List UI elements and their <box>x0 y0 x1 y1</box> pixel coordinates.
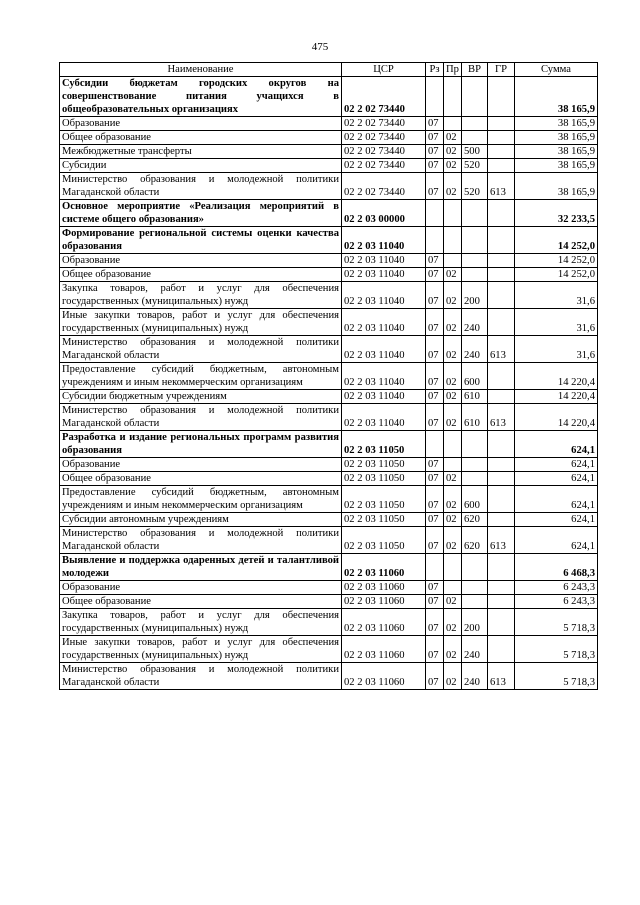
table-row <box>60 131 598 145</box>
table-row <box>60 554 598 581</box>
cell-pr: 02 <box>444 595 462 609</box>
cell-rz: 07 <box>426 513 444 527</box>
cell-vr <box>462 131 488 145</box>
table-row <box>60 486 598 513</box>
cell-vr: 520 <box>462 159 488 173</box>
cell-csr: 02 2 03 11040 <box>342 336 426 363</box>
cell-name: Министерство образования и молодежной политики Магаданской области <box>60 527 342 554</box>
cell-vr <box>462 254 488 268</box>
cell-name: Субсидии бюджетным учреждениям <box>60 390 342 404</box>
cell-rz: 07 <box>426 663 444 690</box>
cell-gr <box>488 131 515 145</box>
cell-gr <box>488 309 515 336</box>
cell-pr: 02 <box>444 336 462 363</box>
cell-name: Министерство образования и молодежной политики Магаданской области <box>60 404 342 431</box>
cell-pr: 02 <box>444 363 462 390</box>
cell-pr: 02 <box>444 527 462 554</box>
table-row <box>60 173 598 200</box>
table-row <box>60 472 598 486</box>
cell-pr: 02 <box>444 131 462 145</box>
table-header-row <box>60 63 598 77</box>
cell-gr <box>488 595 515 609</box>
cell-gr <box>488 636 515 663</box>
cell-pr: 02 <box>444 663 462 690</box>
cell-csr: 02 2 03 11050 <box>342 527 426 554</box>
cell-sum: 38 165,9 <box>515 173 598 200</box>
cell-sum: 32 233,5 <box>515 200 598 227</box>
cell-name: Общее образование <box>60 595 342 609</box>
cell-pr: 02 <box>444 173 462 200</box>
cell-sum: 14 220,4 <box>515 404 598 431</box>
cell-name: Закупка товаров, работ и услуг для обеспечения государственных (муниципальных) нужд <box>60 282 342 309</box>
table-row <box>60 200 598 227</box>
cell-vr: 200 <box>462 282 488 309</box>
cell-gr <box>488 159 515 173</box>
cell-gr <box>488 609 515 636</box>
table-row <box>60 390 598 404</box>
cell-sum: 5 718,3 <box>515 663 598 690</box>
table-row <box>60 581 598 595</box>
cell-gr <box>488 268 515 282</box>
table-row <box>60 363 598 390</box>
cell-csr: 02 2 02 73440 <box>342 117 426 131</box>
cell-name: Министерство образования и молодежной политики Магаданской области <box>60 173 342 200</box>
cell-pr: 02 <box>444 268 462 282</box>
cell-vr: 520 <box>462 173 488 200</box>
cell-gr <box>488 363 515 390</box>
cell-name: Министерство образования и молодежной политики Магаданской области <box>60 336 342 363</box>
cell-name: Субсидии бюджетам городских округов на совершенствование питания учащихся в общеобразовательных организациях <box>60 77 342 117</box>
cell-rz: 07 <box>426 458 444 472</box>
cell-csr: 02 2 03 11040 <box>342 254 426 268</box>
cell-sum: 31,6 <box>515 336 598 363</box>
cell-csr: 02 2 02 73440 <box>342 131 426 145</box>
table-row <box>60 636 598 663</box>
cell-vr: 240 <box>462 336 488 363</box>
cell-vr: 500 <box>462 145 488 159</box>
cell-rz: 07 <box>426 282 444 309</box>
cell-vr <box>462 472 488 486</box>
table-row <box>60 513 598 527</box>
table-row <box>60 595 598 609</box>
cell-gr <box>488 486 515 513</box>
cell-pr <box>444 431 462 458</box>
cell-name: Иные закупки товаров, работ и услуг для обеспечения государственных (муниципальных) нужд <box>60 636 342 663</box>
cell-sum: 6 468,3 <box>515 554 598 581</box>
cell-gr: 613 <box>488 173 515 200</box>
header-vr: ВР <box>462 63 488 77</box>
cell-rz: 07 <box>426 254 444 268</box>
table-row <box>60 309 598 336</box>
table-row <box>60 254 598 268</box>
cell-vr: 200 <box>462 609 488 636</box>
cell-vr <box>462 431 488 458</box>
cell-rz: 07 <box>426 609 444 636</box>
cell-sum: 14 252,0 <box>515 254 598 268</box>
cell-name: Общее образование <box>60 472 342 486</box>
cell-rz: 07 <box>426 363 444 390</box>
cell-vr: 240 <box>462 636 488 663</box>
cell-rz: 07 <box>426 595 444 609</box>
cell-rz: 07 <box>426 117 444 131</box>
table-row <box>60 527 598 554</box>
cell-sum: 38 165,9 <box>515 159 598 173</box>
header-pr: Пр <box>444 63 462 77</box>
cell-vr <box>462 117 488 131</box>
table-row <box>60 77 598 117</box>
cell-sum: 624,1 <box>515 527 598 554</box>
cell-name: Межбюджетные трансферты <box>60 145 342 159</box>
cell-sum: 624,1 <box>515 472 598 486</box>
cell-pr: 02 <box>444 159 462 173</box>
cell-csr: 02 2 02 73440 <box>342 145 426 159</box>
cell-rz <box>426 77 444 117</box>
table-row <box>60 282 598 309</box>
cell-vr: 240 <box>462 309 488 336</box>
cell-gr <box>488 458 515 472</box>
cell-csr: 02 2 03 11050 <box>342 431 426 458</box>
cell-vr: 600 <box>462 363 488 390</box>
table-row <box>60 663 598 690</box>
cell-pr: 02 <box>444 513 462 527</box>
cell-sum: 31,6 <box>515 309 598 336</box>
table-row <box>60 159 598 173</box>
budget-table <box>59 62 598 690</box>
table-row <box>60 458 598 472</box>
cell-sum: 624,1 <box>515 513 598 527</box>
cell-sum: 38 165,9 <box>515 117 598 131</box>
cell-csr: 02 2 03 11060 <box>342 609 426 636</box>
table-row <box>60 609 598 636</box>
cell-name: Предоставление субсидий бюджетным, автономным учреждениям и иным некоммерческим организациям <box>60 486 342 513</box>
cell-gr <box>488 227 515 254</box>
cell-pr: 02 <box>444 309 462 336</box>
header-csr: ЦСР <box>342 63 426 77</box>
cell-name: Общее образование <box>60 131 342 145</box>
cell-sum: 14 220,4 <box>515 363 598 390</box>
cell-rz: 07 <box>426 390 444 404</box>
table-row <box>60 268 598 282</box>
cell-rz: 07 <box>426 486 444 513</box>
cell-csr: 02 2 03 00000 <box>342 200 426 227</box>
cell-pr: 02 <box>444 609 462 636</box>
cell-name: Образование <box>60 581 342 595</box>
cell-name: Образование <box>60 254 342 268</box>
cell-pr <box>444 458 462 472</box>
cell-gr <box>488 390 515 404</box>
cell-csr: 02 2 02 73440 <box>342 77 426 117</box>
cell-name: Субсидии <box>60 159 342 173</box>
cell-csr: 02 2 03 11050 <box>342 486 426 513</box>
cell-pr: 02 <box>444 486 462 513</box>
cell-name: Основное мероприятие «Реализация мероприятий в системе общего образования» <box>60 200 342 227</box>
cell-sum: 624,1 <box>515 458 598 472</box>
cell-gr: 613 <box>488 336 515 363</box>
cell-pr: 02 <box>444 282 462 309</box>
cell-csr: 02 2 03 11060 <box>342 595 426 609</box>
cell-vr <box>462 554 488 581</box>
cell-pr <box>444 77 462 117</box>
cell-rz: 07 <box>426 581 444 595</box>
cell-sum: 14 220,4 <box>515 390 598 404</box>
cell-gr <box>488 282 515 309</box>
cell-vr: 240 <box>462 663 488 690</box>
cell-rz: 07 <box>426 309 444 336</box>
cell-name: Разработка и издание региональных программ развития образования <box>60 431 342 458</box>
cell-gr <box>488 200 515 227</box>
cell-csr: 02 2 03 11060 <box>342 636 426 663</box>
header-rz: Рз <box>426 63 444 77</box>
cell-name: Закупка товаров, работ и услуг для обеспечения государственных (муниципальных) нужд <box>60 609 342 636</box>
cell-csr: 02 2 03 11040 <box>342 390 426 404</box>
cell-sum: 5 718,3 <box>515 636 598 663</box>
cell-gr <box>488 431 515 458</box>
cell-csr: 02 2 03 11050 <box>342 513 426 527</box>
cell-rz <box>426 227 444 254</box>
cell-pr <box>444 581 462 595</box>
cell-sum: 14 252,0 <box>515 268 598 282</box>
cell-vr: 620 <box>462 527 488 554</box>
cell-rz: 07 <box>426 527 444 554</box>
cell-csr: 02 2 03 11040 <box>342 404 426 431</box>
cell-name: Выявление и поддержка одаренных детей и талантливой молодежи <box>60 554 342 581</box>
cell-name: Формирование региональной системы оценки качества образования <box>60 227 342 254</box>
cell-gr <box>488 254 515 268</box>
cell-rz <box>426 431 444 458</box>
cell-name: Предоставление субсидий бюджетным, автономным учреждениям и иным некоммерческим организациям <box>60 363 342 390</box>
cell-csr: 02 2 03 11050 <box>342 458 426 472</box>
cell-vr <box>462 458 488 472</box>
cell-name: Министерство образования и молодежной политики Магаданской области <box>60 663 342 690</box>
cell-rz: 07 <box>426 173 444 200</box>
cell-rz <box>426 200 444 227</box>
cell-csr: 02 2 03 11040 <box>342 227 426 254</box>
cell-gr <box>488 145 515 159</box>
cell-vr <box>462 595 488 609</box>
cell-pr: 02 <box>444 472 462 486</box>
cell-csr: 02 2 03 11060 <box>342 554 426 581</box>
cell-sum: 38 165,9 <box>515 131 598 145</box>
cell-sum: 624,1 <box>515 431 598 458</box>
cell-gr <box>488 117 515 131</box>
table-row <box>60 404 598 431</box>
cell-rz: 07 <box>426 159 444 173</box>
cell-name: Образование <box>60 458 342 472</box>
cell-gr <box>488 472 515 486</box>
cell-pr: 02 <box>444 145 462 159</box>
cell-gr <box>488 513 515 527</box>
cell-vr: 610 <box>462 404 488 431</box>
table-row <box>60 336 598 363</box>
cell-csr: 02 2 03 11040 <box>342 309 426 336</box>
cell-name: Иные закупки товаров, работ и услуг для обеспечения государственных (муниципальных) нужд <box>60 309 342 336</box>
cell-pr <box>444 227 462 254</box>
cell-vr <box>462 581 488 595</box>
cell-pr <box>444 254 462 268</box>
cell-sum: 5 718,3 <box>515 609 598 636</box>
cell-csr: 02 2 03 11040 <box>342 282 426 309</box>
cell-gr: 613 <box>488 527 515 554</box>
cell-rz: 07 <box>426 268 444 282</box>
cell-vr: 600 <box>462 486 488 513</box>
cell-csr: 02 2 02 73440 <box>342 159 426 173</box>
cell-csr: 02 2 02 73440 <box>342 173 426 200</box>
cell-gr: 613 <box>488 663 515 690</box>
table-body <box>60 77 598 690</box>
cell-csr: 02 2 03 11060 <box>342 581 426 595</box>
table-row <box>60 145 598 159</box>
cell-sum: 6 243,3 <box>515 581 598 595</box>
table-row <box>60 117 598 131</box>
cell-rz: 07 <box>426 336 444 363</box>
header-sum: Сумма <box>515 63 598 77</box>
cell-csr: 02 2 03 11060 <box>342 663 426 690</box>
cell-name: Субсидии автономным учреждениям <box>60 513 342 527</box>
cell-rz: 07 <box>426 636 444 663</box>
cell-sum: 14 252,0 <box>515 227 598 254</box>
cell-name: Общее образование <box>60 268 342 282</box>
cell-gr: 613 <box>488 404 515 431</box>
cell-sum: 624,1 <box>515 486 598 513</box>
cell-name: Образование <box>60 117 342 131</box>
cell-pr: 02 <box>444 636 462 663</box>
cell-rz: 07 <box>426 145 444 159</box>
cell-gr <box>488 554 515 581</box>
cell-csr: 02 2 03 11050 <box>342 472 426 486</box>
cell-sum: 38 165,9 <box>515 145 598 159</box>
cell-vr: 620 <box>462 513 488 527</box>
cell-csr: 02 2 03 11040 <box>342 268 426 282</box>
cell-sum: 38 165,9 <box>515 77 598 117</box>
cell-rz <box>426 554 444 581</box>
cell-csr: 02 2 03 11040 <box>342 363 426 390</box>
header-name: Наименование <box>60 63 342 77</box>
cell-rz: 07 <box>426 472 444 486</box>
cell-pr <box>444 117 462 131</box>
cell-gr <box>488 581 515 595</box>
table-row <box>60 227 598 254</box>
cell-rz: 07 <box>426 131 444 145</box>
cell-gr <box>488 77 515 117</box>
header-gr: ГР <box>488 63 515 77</box>
cell-vr <box>462 77 488 117</box>
page-number: 475 <box>311 41 329 53</box>
cell-rz: 07 <box>426 404 444 431</box>
cell-sum: 31,6 <box>515 282 598 309</box>
cell-pr <box>444 200 462 227</box>
cell-vr <box>462 227 488 254</box>
cell-pr: 02 <box>444 390 462 404</box>
cell-vr <box>462 268 488 282</box>
table-row <box>60 431 598 458</box>
cell-vr: 610 <box>462 390 488 404</box>
cell-vr <box>462 200 488 227</box>
cell-pr: 02 <box>444 404 462 431</box>
cell-pr <box>444 554 462 581</box>
cell-sum: 6 243,3 <box>515 595 598 609</box>
